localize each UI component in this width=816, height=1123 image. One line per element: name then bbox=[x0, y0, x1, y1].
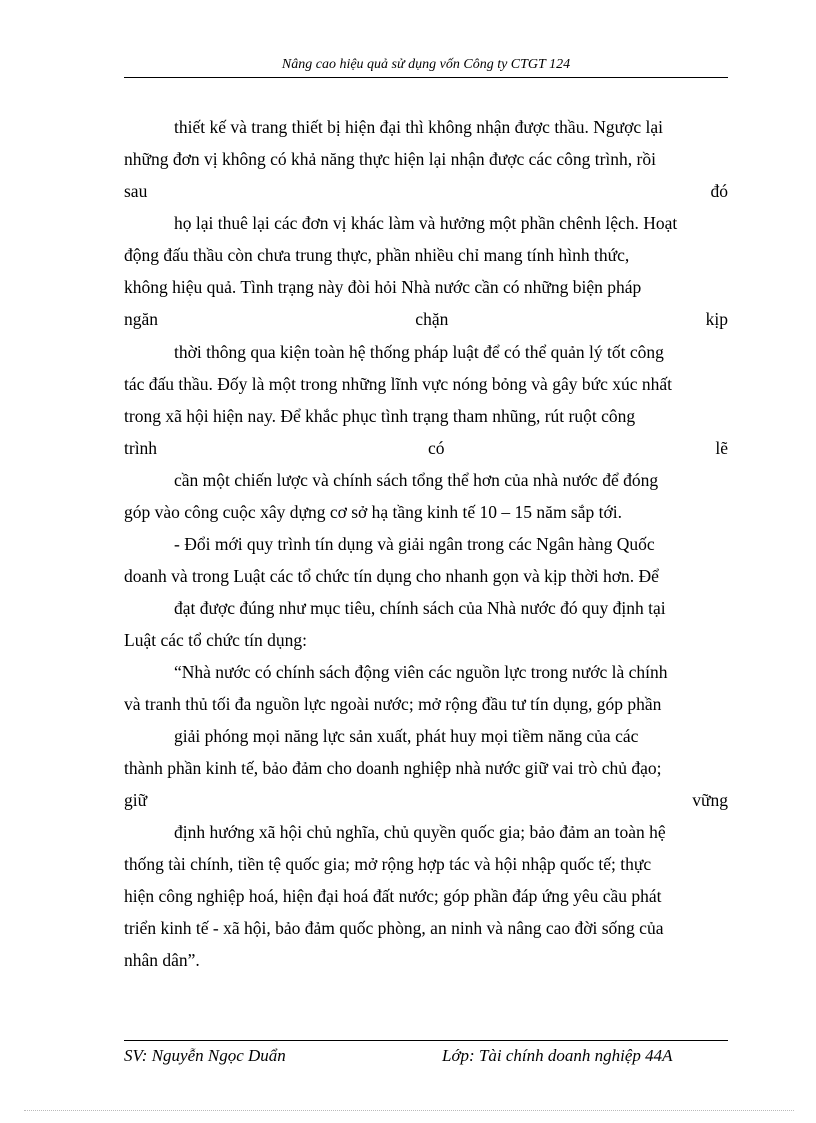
body-line: động đấu thầu còn chưa trung thực, phần nhiều chỉ mang tính hình thức, bbox=[124, 245, 630, 265]
body-line: không hiệu quả. Tình trạng này đòi hỏi Nhà nước cần có những biện pháp bbox=[124, 277, 642, 297]
body-line: thời thông qua kiện toàn hệ thống pháp luật để có thể quản lý tốt công bbox=[174, 342, 664, 362]
body-word: sau bbox=[124, 181, 148, 201]
body-word: đó bbox=[710, 181, 728, 201]
body-line bbox=[124, 789, 728, 811]
body-line bbox=[124, 437, 728, 459]
footer-divider bbox=[124, 1040, 728, 1041]
body-line: Luật các tổ chức tín dụng: bbox=[124, 630, 307, 650]
body-line: nhân dân”. bbox=[124, 950, 200, 970]
footer-class: Lớp: Tài chính doanh nghiệp 44A bbox=[442, 1046, 673, 1065]
footer-student: SV: Nguyễn Ngọc Duẩn bbox=[124, 1046, 286, 1065]
body-line: tác đấu thầu. Đốy là một trong những lĩnh vực nóng bỏng và gây bức xúc nhất bbox=[124, 374, 672, 394]
body-line: thành phần kinh tế, bảo đảm cho doanh nghiệp nhà nước giữ vai trò chủ đạo; bbox=[124, 758, 662, 778]
body-word: kịp bbox=[705, 309, 728, 329]
body-line bbox=[124, 180, 728, 202]
body-line: đạt được đúng như mục tiêu, chính sách của Nhà nước đó quy định tại bbox=[174, 598, 666, 618]
page-header-title: Nâng cao hiệu quả sử dụng vốn Công ty CTGT 124 bbox=[281, 57, 571, 72]
page-bottom-border bbox=[24, 1110, 794, 1111]
header-divider bbox=[124, 77, 728, 78]
body-line: thống tài chính, tiền tệ quốc gia; mở rộng hợp tác và hội nhập quốc tế; thực bbox=[124, 854, 652, 874]
body-line: triển kinh tế - xã hội, bảo đảm quốc phòng, an ninh và nâng cao đời sống của bbox=[124, 918, 664, 938]
body-line: giải phóng mọi năng lực sản xuất, phát huy mọi tiềm năng của các bbox=[174, 726, 639, 746]
body-word: trình bbox=[124, 438, 158, 458]
body-line: hiện công nghiệp hoá, hiện đại hoá đất nước; góp phần đáp ứng yêu cầu phát bbox=[124, 886, 662, 906]
body-line: thiết kế và trang thiết bị hiện đại thì không nhận được thầu. Ngược lại bbox=[174, 117, 663, 137]
body-word: ngăn bbox=[124, 309, 159, 329]
body-line bbox=[124, 308, 728, 330]
body-word: chặn bbox=[415, 309, 449, 329]
body-line: họ lại thuê lại các đơn vị khác làm và hưởng một phần chênh lệch. Hoạt bbox=[174, 213, 678, 233]
body-line: cần một chiến lược và chính sách tổng thể hơn của nhà nước để đóng bbox=[174, 470, 659, 490]
body-line: doanh và trong Luật các tổ chức tín dụng cho nhanh gọn và kịp thời hơn. Để bbox=[124, 566, 659, 586]
body-line: và tranh thủ tối đa nguồn lực ngoài nước; mở rộng đầu tư tín dụng, góp phần bbox=[124, 694, 662, 714]
body-word: vững bbox=[692, 790, 728, 810]
body-word: giữ bbox=[124, 790, 148, 810]
body-word: lẽ bbox=[715, 438, 728, 458]
body-line: định hướng xã hội chủ nghĩa, chủ quyền quốc gia; bảo đảm an toàn hệ bbox=[174, 822, 666, 842]
body-word: có bbox=[427, 438, 445, 458]
body-line: trong xã hội hiện nay. Để khắc phục tình trạng tham nhũng, rút ruột công bbox=[124, 406, 636, 426]
body-line: - Đổi mới quy trình tín dụng và giải ngân trong các Ngân hàng Quốc bbox=[174, 534, 655, 554]
body-line: góp vào công cuộc xây dựng cơ sở hạ tầng kinh tế 10 – 15 năm sắp tới. bbox=[124, 502, 622, 522]
body-line: những đơn vị không có khả năng thực hiện lại nhận được các công trình, rồi bbox=[124, 149, 656, 169]
body-line: “Nhà nước có chính sách động viên các nguồn lực trong nước là chính bbox=[174, 662, 668, 682]
